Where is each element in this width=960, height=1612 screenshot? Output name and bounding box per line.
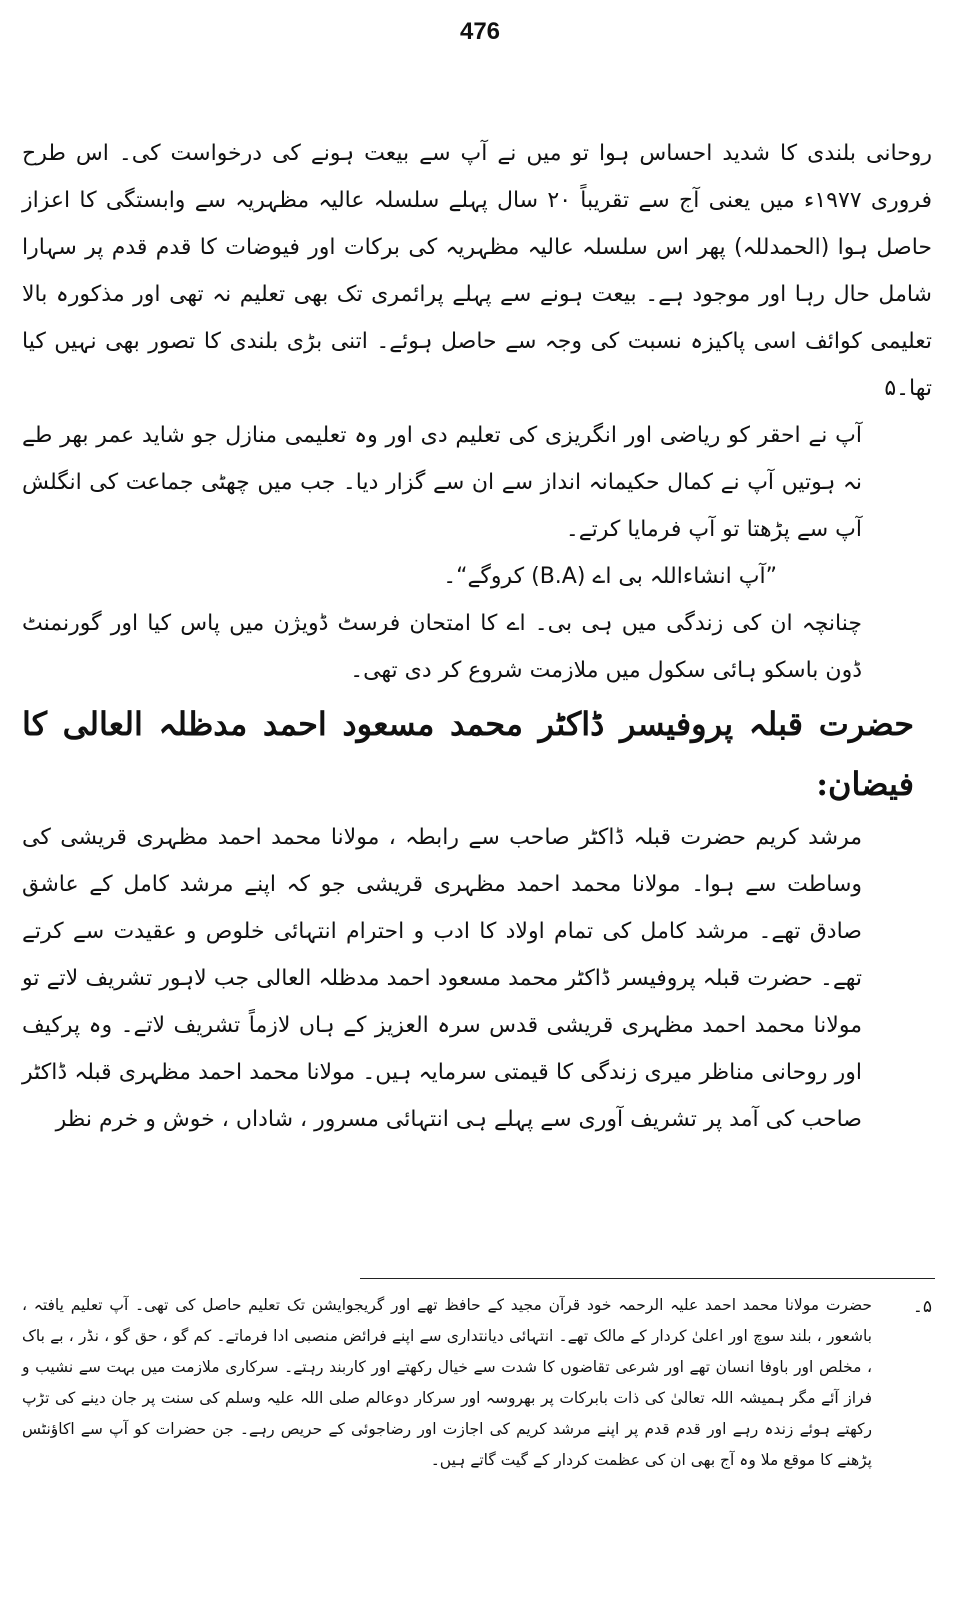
paragraph-2: آپ نے احقر کو ریاضی اور انگریزی کی تعلیم دی اور وہ تعلیمی منازل جو شاید عمر بھر طے نہ ہوتیں آپ نے کمال حکیمانہ انداز سے ان سے گزار دیا۔ جب میں چھٹی جماعت کی انگلش آپ سے پڑھتا تو آپ فرمایا کرتے۔ <box>22 423 862 542</box>
footnote-divider <box>360 1278 935 1279</box>
footnote-marker: ۵۔ <box>912 1297 932 1317</box>
footnote <box>22 1290 932 1476</box>
paragraph-3: چنانچہ ان کی زندگی میں ہی بی۔ اے کا امتحان فرسٹ ڈویژن میں پاس کیا اور گورنمنٹ ڈون باسکو ہائی سکول میں ملازمت شروع کر دی تھی۔ <box>22 611 862 683</box>
paragraph-1: روحانی بلندی کا شدید احساس ہوا تو میں نے آپ سے بیعت ہونے کی درخواست کی۔ اس طرح فروری ۱۹۷۷ء میں یعنی آج سے تقریباً ۲۰ سال پہلے سلسلہ عالیہ مظہریہ سے وابستگی کا اعزاز حاصل ہوا (الحمدللہ) پھر اس سلسلہ عالیہ مظہریہ کی برکات اور فیوضات کا قدم قدم پر سہارا شامل حال رہا اور موجود ہے۔ بیعت ہونے سے پہلے پرائمری تک بھی تعلیم نہ تھی اور مذکورہ بالا تعلیمی کوائف اسی پاکیزہ نسبت کی وجہ سے حاصل ہوئے۔ اتنی بڑی بلندی کا تصور بھی نہیں کیا تھا۔۵ <box>22 141 932 401</box>
page-number: 476 <box>459 18 501 45</box>
section-heading: حضرت قبلہ پروفیسر ڈاکٹر محمد مسعود احمد مدظلہ العالی کا فیضان: <box>22 705 914 803</box>
paragraph-4: مرشد کریم حضرت قبلہ ڈاکٹر صاحب سے رابطہ ، مولانا محمد احمد مظہری قریشی کی وساطت سے ہوا۔ مولانا محمد احمد مظہری قریشی جو کہ اپنے مرشد کامل کے عاشق صادق تھے۔ مرشد کامل کی تمام اولاد کا ادب و احترام انتہائی خلوص و عقیدت سے کرتے تھے۔ حضرت قبلہ پروفیسر ڈاکٹر محمد مسعود احمد مدظلہ العالی جب لاہور تشریف لاتے تو مولانا محمد احمد مظہری قریشی قدس سرہ العزیز کے ہاں لازماً تشریف لاتے۔ وہ پرکیف اور روحانی مناظر میری زندگی کا قیمتی سرمایہ ہیں۔ مولانا محمد احمد مظہری قبلہ ڈاکٹر صاحب کی آمد پر تشریف آوری سے پہلے ہی انتہائی مسرور ، شاداں ، خوش و خرم نظر <box>22 825 862 1132</box>
footnote-text: حضرت مولانا محمد احمد علیہ الرحمہ خود قرآن مجید کے حافظ تھے اور گریجوایشن تک تعلیم حاصل کی تھی۔ آپ تعلیم یافتہ ، باشعور ، بلند سوچ اور اعلیٰ کردار کے مالک تھے۔ انتہائی دیانتداری سے اپنے فرائض منصبی ادا فرماتے۔ کم گو ، حق گو ، نڈر ، بے باک ، مخلص اور باوفا انسان تھے اور شرعی تقاضوں کا شدت سے خیال رکھتے اور کاربند رہتے۔ سرکاری ملازمت میں بہت سے نشیب و فراز آئے مگر ہمیشہ اللہ تعالیٰ کی ذات بابرکات پر بھروسہ اور سرکار دوعالم صلی اللہ علیہ وسلم کی سنت پر جان دینے کی تڑپ رکھتے ہوئے زندہ رہے اور قدم قدم پر اپنے مرشد کریم کی اجازت اور رضاجوئی کے حریص رہے۔ جن حضرات کو آپ سے اکاؤنٹس پڑھنے کا موقع ملا وہ آج بھی ان کی عظمت کردار کے گیت گاتے ہیں۔ <box>22 1296 872 1469</box>
body-text <box>22 130 932 1143</box>
quoted-saying: ”آپ انشاءاللہ بی اے (B.A) کروگے“۔ <box>443 564 777 589</box>
